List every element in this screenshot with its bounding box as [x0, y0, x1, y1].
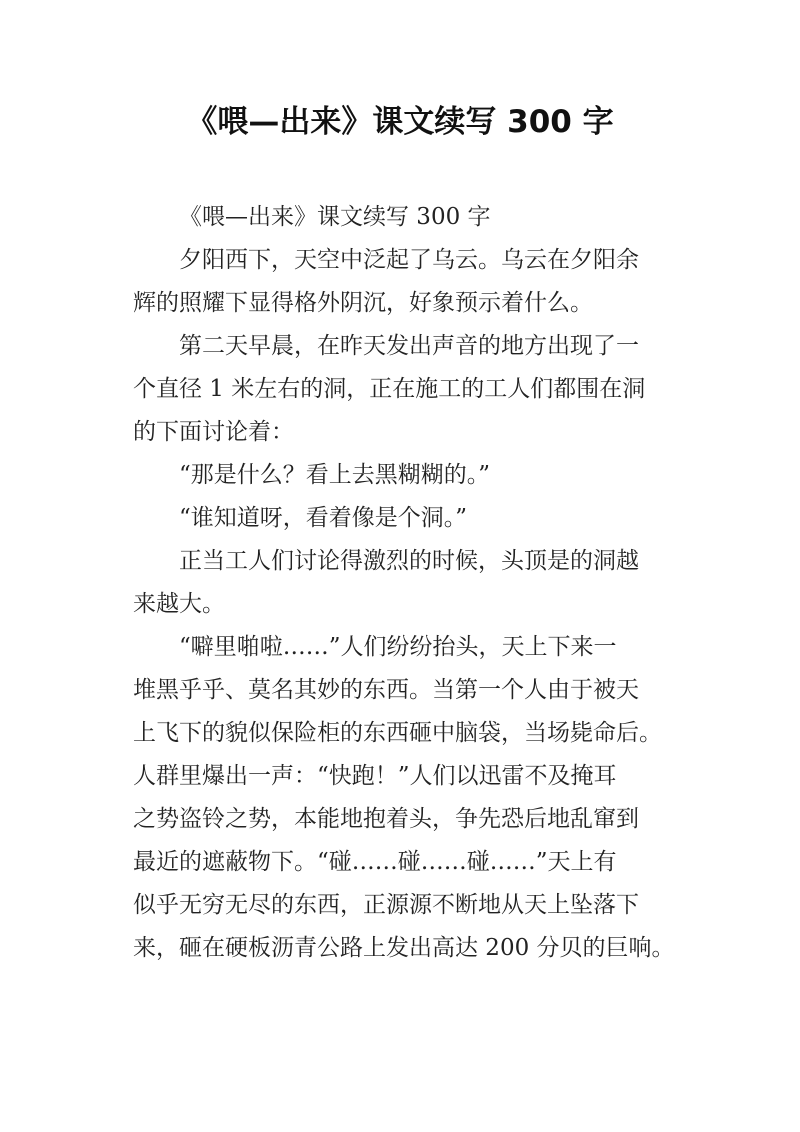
- document-body: [133, 196, 693, 970]
- document-title: 《喂—出来》课文续写 300 字: [186, 104, 614, 140]
- body-line: 来越大。: [133, 591, 225, 617]
- body-line: 堆黑乎乎、莫名其妙的东西。当第一个人由于被天: [133, 677, 639, 703]
- body-line: “那是什么？看上去黑糊糊的。”: [179, 462, 491, 488]
- body-line: “谁知道呀，看着像是个洞。”: [179, 505, 468, 531]
- body-line: 第二天早晨，在昨天发出声音的地方出现了一: [179, 333, 639, 359]
- body-line: 上飞下的貌似保险柜的东西砸中脑袋，当场毙命后。: [133, 720, 662, 746]
- body-line: 《喂—出来》课文续写 300 字: [179, 204, 491, 230]
- body-line: 的下面讨论着：: [133, 419, 294, 445]
- body-line: 人群里爆出一声：“快跑！”人们以迅雷不及掩耳: [133, 763, 617, 789]
- body-line: 最近的遮蔽物下。“碰……碰……碰……”天上有: [133, 849, 617, 875]
- body-line: 之势盗铃之势，本能地抱着头，争先恐后地乱窜到: [133, 806, 639, 832]
- body-line: 来，砸在硬板沥青公路上发出高达 200 分贝的巨响。: [133, 935, 675, 961]
- body-line: 辉的照耀下显得格外阴沉，好象预示着什么。: [133, 290, 593, 316]
- body-line: “噼里啪啦……”人们纷纷抬头，天上下来一: [179, 634, 617, 660]
- body-line: 正当工人们讨论得激烈的时候，头顶是的洞越: [179, 548, 639, 574]
- body-line: 似乎无穷无尽的东西，正源源不断地从天上坠落下: [133, 892, 639, 918]
- body-line: 夕阳西下，天空中泛起了乌云。乌云在夕阳余: [179, 247, 639, 273]
- body-line: 个直径 1 米左右的洞，正在施工的工人们都围在洞: [133, 376, 646, 402]
